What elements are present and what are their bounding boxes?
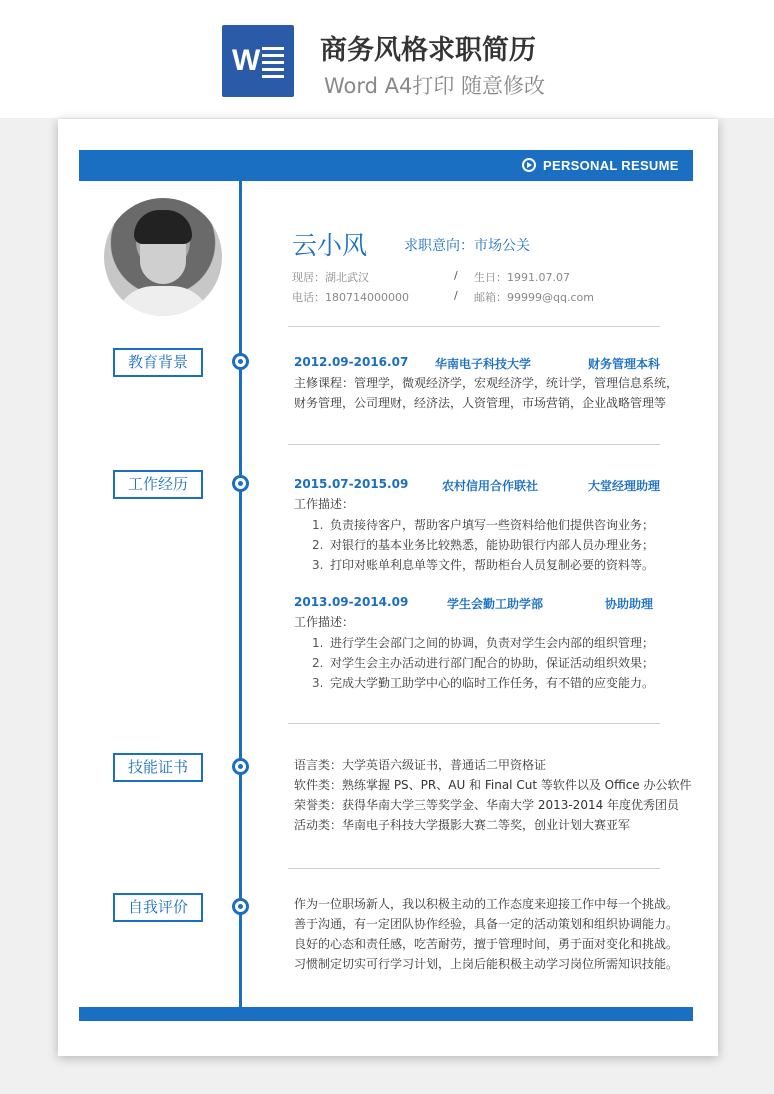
- divider: [288, 326, 660, 327]
- timeline-node: [232, 898, 249, 915]
- work-period: 2015.07-2015.09: [294, 477, 409, 491]
- candidate-name: 云小风: [292, 231, 368, 260]
- resume-banner: [79, 150, 693, 181]
- education-courses-1: 主修课程：管理学，微观经济学，宏观经济学，统计学，管理信息系统，: [294, 376, 679, 390]
- list-item: 3. 完成大学勤工助学中心的临时工作任务，有不错的应变能力。: [312, 676, 655, 690]
- phone: 电话：180714000000: [292, 291, 409, 304]
- section-label-education: 教育背景: [113, 348, 203, 377]
- timeline-node: [232, 353, 249, 370]
- skill-item: 语言类：大学英语六级证书，普通话二甲资格证: [294, 758, 547, 772]
- section-label-self-eval: 自我评价: [113, 893, 203, 922]
- birthday: 生日：1991.07.07: [474, 271, 570, 284]
- education-period: 2012.09-2016.07: [294, 355, 409, 369]
- section-label-skills: 技能证书: [113, 753, 203, 782]
- work-org: 学生会勤工助学部: [447, 597, 544, 611]
- work-desc-label: 工作描述：: [294, 497, 355, 511]
- skill-item: 软件类：熟练掌握 PS、PR、AU 和 Final Cut 等软件以及 Office 办公软件: [294, 778, 692, 792]
- work-desc-label: 工作描述：: [294, 615, 355, 629]
- play-circle-icon: [522, 158, 536, 172]
- promo-title: 商务风格求职简历: [320, 35, 536, 66]
- resume-page: [58, 119, 718, 1056]
- word-logo-icon: [222, 25, 294, 97]
- promo-header: [0, 0, 774, 118]
- divider: [288, 723, 660, 724]
- work-period: 2013.09-2014.09: [294, 595, 409, 609]
- divider: [288, 868, 660, 869]
- word-logo-letter: W: [232, 44, 261, 77]
- education-degree: 财务管理本科: [588, 357, 661, 371]
- work-role: 大堂经理助理: [588, 479, 661, 493]
- work-role: 协助助理: [605, 597, 654, 611]
- separator: /: [454, 269, 458, 282]
- resume-footer-bar: [79, 1007, 693, 1021]
- skill-item: 荣誉类：获得华南大学三等奖学金、华南大学 2013-2014 年度优秀团员: [294, 798, 680, 812]
- list-item: 3. 打印对账单利息单等文件，帮助柜台人员复制必要的资料等。: [312, 558, 655, 572]
- email: 邮箱：99999@qq.com: [474, 291, 594, 304]
- divider: [288, 444, 660, 445]
- promo-subtitle: Word A4打印 随意修改: [324, 74, 546, 98]
- banner-title: PERSONAL RESUME: [543, 158, 679, 173]
- education-school: 华南电子科技大学: [435, 357, 532, 371]
- timeline-line: [239, 181, 242, 1021]
- timeline-node: [232, 758, 249, 775]
- work-org: 农村信用合作联社: [442, 479, 539, 493]
- self-eval-line: 良好的心态和责任感，吃苦耐劳，擅于管理时间，勇于面对变化和挑战。: [294, 937, 679, 951]
- residence: 现居：湖北武汉: [292, 271, 369, 284]
- job-intent: 求职意向：市场公关: [404, 238, 530, 254]
- timeline-node: [232, 475, 249, 492]
- education-courses-2: 财务管理，公司理财，经济法，人资管理，市场营销，企业战略管理等: [294, 396, 667, 410]
- list-item: 2. 对学生会主办活动进行部门配合的协助，保证活动组织效果；: [312, 656, 655, 670]
- list-item: 2. 对银行的基本业务比较熟悉，能协助银行内部人员办理业务；: [312, 538, 655, 552]
- list-item: 1. 负责接待客户，帮助客户填写一些资料给他们提供咨询业务；: [312, 518, 655, 532]
- self-eval-line: 作为一位职场新人，我以积极主动的工作态度来迎接工作中每一个挑战。: [294, 897, 679, 911]
- separator: /: [454, 289, 458, 302]
- list-item: 1. 进行学生会部门之间的协调，负责对学生会内部的组织管理；: [312, 636, 655, 650]
- avatar: [104, 198, 222, 316]
- section-label-work: 工作经历: [113, 470, 203, 499]
- self-eval-line: 习惯制定切实可行学习计划，上岗后能积极主动学习岗位所需知识技能。: [294, 957, 679, 971]
- self-eval-line: 善于沟通，有一定团队协作经验，具备一定的活动策划和组织协调能力。: [294, 917, 679, 931]
- skill-item: 活动类：华南电子科技大学摄影大赛二等奖，创业计划大赛亚军: [294, 818, 631, 832]
